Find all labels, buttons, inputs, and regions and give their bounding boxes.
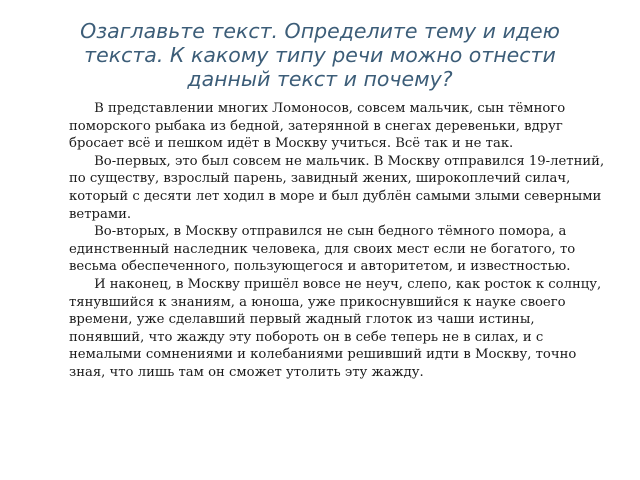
paragraph-1: В представлении многих Ломоносов, совсем мальчик, сын тёмного поморского рыбака из бедной, затерянной в снегах деревеньки, вдруг бросает всё и пешком идёт в Москву учиться. Всё так и не так. — [69, 101, 566, 152]
paragraph-3: Во-вторых, в Москву отправился не сын бедного тёмного помора, а единственный наследник человека, для своих мест если не богатого, то весьма обеспеченного, пользующегося и авторитетом, и известностью. — [69, 224, 576, 275]
body-text — [69, 100, 605, 382]
paragraph-2: Во-первых, это был совсем не мальчик. В Москву отправился 19-летний, по существу, взрослый парень, завидный жених, широкоплечий силач, который с десяти лет ходил в море и был дублён самыми злыми северными ветрами. — [69, 153, 605, 222]
slide-title: Озаглавьте текст. Определите тему и идею текста. К какому типу речи можно отнести данный текст и почему? — [80, 19, 560, 91]
paragraph-4: И наконец, в Москву пришёл вовсе не неуч, слепо, как росток к солнцу, тянувшийся к знаниям, а юноша, уже прикоснувшийся к науке своего времени, уже сделавший первый жадный глоток из чаши истины, понявший, что жажду эту побороть он в себе теперь не в силах, и с немалыми сомнениями и колебаниями решивший идти в Москву, точно зная, что лишь там он сможет утолить эту жажду. — [69, 276, 602, 380]
